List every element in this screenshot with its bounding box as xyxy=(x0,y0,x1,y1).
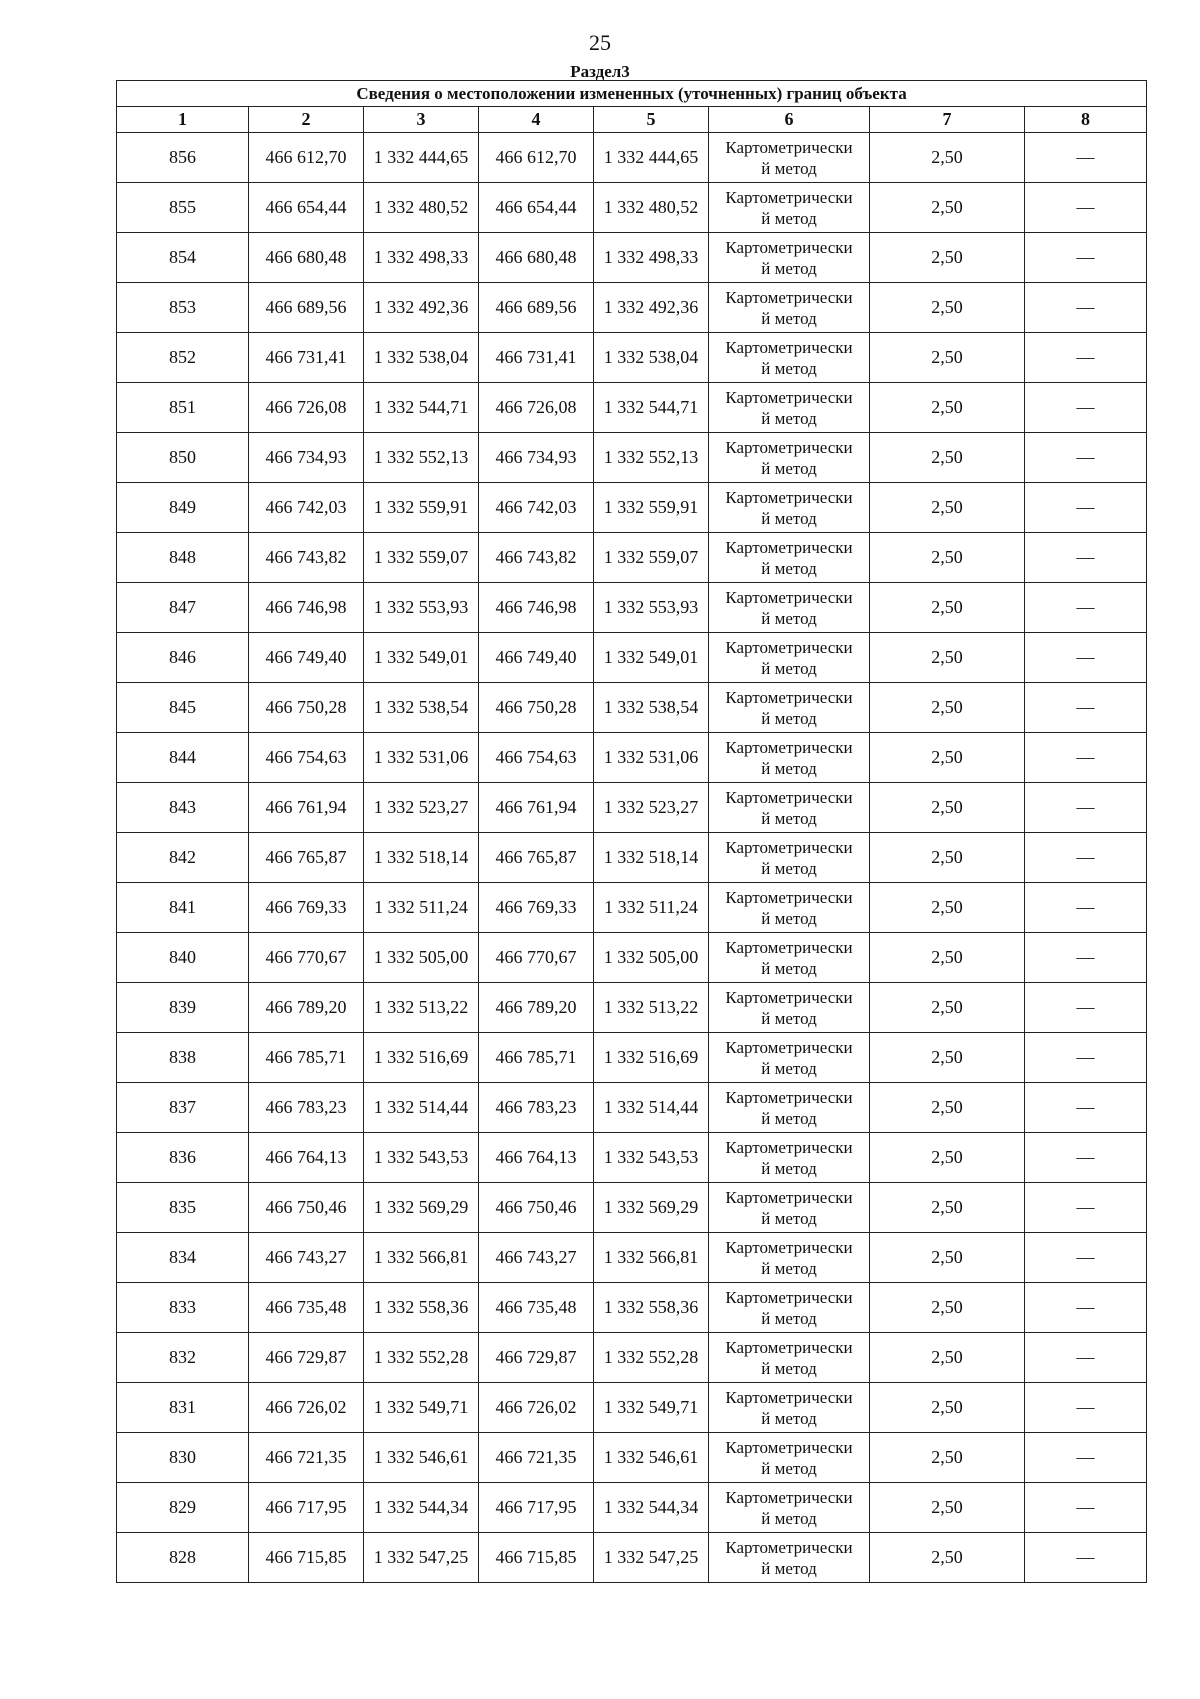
table-row xyxy=(117,933,1147,983)
method-cell: Картометрически й метод xyxy=(709,983,870,1033)
x-new-cell: 466 715,85 xyxy=(479,1533,594,1583)
accuracy-cell: 2,50 xyxy=(870,383,1025,433)
table-caption: Сведения о местоположении измененных (уточненных) границ объекта xyxy=(117,81,1147,107)
y-new-cell: 1 332 538,54 xyxy=(594,683,709,733)
method-cell: Картометрически й метод xyxy=(709,583,870,633)
table-row xyxy=(117,1433,1147,1483)
x-existing-cell: 466 612,70 xyxy=(249,133,364,183)
point-number-cell: 828 xyxy=(117,1533,249,1583)
y-new-cell: 1 332 498,33 xyxy=(594,233,709,283)
accuracy-cell: 2,50 xyxy=(870,1383,1025,1433)
y-existing-cell: 1 332 544,34 xyxy=(364,1483,479,1533)
y-existing-cell: 1 332 552,13 xyxy=(364,433,479,483)
x-new-cell: 466 770,67 xyxy=(479,933,594,983)
point-number-cell: 851 xyxy=(117,383,249,433)
page-number: 25 xyxy=(589,30,611,55)
accuracy-cell: 2,50 xyxy=(870,883,1025,933)
y-new-cell: 1 332 544,34 xyxy=(594,1483,709,1533)
table-row xyxy=(117,133,1147,183)
y-new-cell: 1 332 559,91 xyxy=(594,483,709,533)
accuracy-cell: 2,50 xyxy=(870,533,1025,583)
description-cell: — xyxy=(1025,1083,1147,1133)
y-existing-cell: 1 332 523,27 xyxy=(364,783,479,833)
x-new-cell: 466 785,71 xyxy=(479,1033,594,1083)
table-row xyxy=(117,483,1147,533)
point-number-cell: 840 xyxy=(117,933,249,983)
accuracy-cell: 2,50 xyxy=(870,233,1025,283)
y-new-cell: 1 332 543,53 xyxy=(594,1133,709,1183)
description-cell: — xyxy=(1025,1383,1147,1433)
point-number-cell: 856 xyxy=(117,133,249,183)
accuracy-cell: 2,50 xyxy=(870,1233,1025,1283)
y-existing-cell: 1 332 547,25 xyxy=(364,1533,479,1583)
column-header: 6 xyxy=(709,107,870,133)
description-cell: — xyxy=(1025,383,1147,433)
description-cell: — xyxy=(1025,683,1147,733)
y-existing-cell: 1 332 559,07 xyxy=(364,533,479,583)
y-new-cell: 1 332 547,25 xyxy=(594,1533,709,1583)
table-row xyxy=(117,633,1147,683)
point-number-cell: 831 xyxy=(117,1383,249,1433)
y-new-cell: 1 332 546,61 xyxy=(594,1433,709,1483)
x-new-cell: 466 761,94 xyxy=(479,783,594,833)
x-existing-cell: 466 734,93 xyxy=(249,433,364,483)
y-new-cell: 1 332 538,04 xyxy=(594,333,709,383)
table-row xyxy=(117,1533,1147,1583)
x-new-cell: 466 735,48 xyxy=(479,1283,594,1333)
table-row xyxy=(117,683,1147,733)
table-row xyxy=(117,383,1147,433)
coordinates-table xyxy=(116,80,1147,1583)
table-row xyxy=(117,883,1147,933)
point-number-cell: 839 xyxy=(117,983,249,1033)
table-row xyxy=(117,233,1147,283)
x-new-cell: 466 746,98 xyxy=(479,583,594,633)
y-existing-cell: 1 332 498,33 xyxy=(364,233,479,283)
description-cell: — xyxy=(1025,1333,1147,1383)
x-new-cell: 466 749,40 xyxy=(479,633,594,683)
method-cell: Картометрически й метод xyxy=(709,1033,870,1083)
x-new-cell: 466 764,13 xyxy=(479,1133,594,1183)
y-existing-cell: 1 332 514,44 xyxy=(364,1083,479,1133)
y-existing-cell: 1 332 531,06 xyxy=(364,733,479,783)
description-cell: — xyxy=(1025,483,1147,533)
column-header: 3 xyxy=(364,107,479,133)
x-existing-cell: 466 750,46 xyxy=(249,1183,364,1233)
point-number-cell: 843 xyxy=(117,783,249,833)
y-existing-cell: 1 332 546,61 xyxy=(364,1433,479,1483)
table-row xyxy=(117,983,1147,1033)
description-cell: — xyxy=(1025,183,1147,233)
method-cell: Картометрически й метод xyxy=(709,433,870,483)
column-header: 2 xyxy=(249,107,364,133)
table-row xyxy=(117,1233,1147,1283)
method-cell: Картометрически й метод xyxy=(709,883,870,933)
table-row xyxy=(117,583,1147,633)
table-header-row xyxy=(117,107,1147,133)
column-header: 8 xyxy=(1025,107,1147,133)
y-existing-cell: 1 332 566,81 xyxy=(364,1233,479,1283)
y-new-cell: 1 332 511,24 xyxy=(594,883,709,933)
x-new-cell: 466 726,02 xyxy=(479,1383,594,1433)
description-cell: — xyxy=(1025,233,1147,283)
accuracy-cell: 2,50 xyxy=(870,933,1025,983)
x-existing-cell: 466 726,02 xyxy=(249,1383,364,1433)
method-cell: Картометрически й метод xyxy=(709,933,870,983)
description-cell: — xyxy=(1025,1133,1147,1183)
method-cell: Картометрически й метод xyxy=(709,1433,870,1483)
x-new-cell: 466 612,70 xyxy=(479,133,594,183)
x-new-cell: 466 750,46 xyxy=(479,1183,594,1233)
method-cell: Картометрически й метод xyxy=(709,133,870,183)
accuracy-cell: 2,50 xyxy=(870,283,1025,333)
y-existing-cell: 1 332 516,69 xyxy=(364,1033,479,1083)
table-row xyxy=(117,333,1147,383)
point-number-cell: 829 xyxy=(117,1483,249,1533)
method-cell: Картометрически й метод xyxy=(709,333,870,383)
y-existing-cell: 1 332 480,52 xyxy=(364,183,479,233)
method-cell: Картометрически й метод xyxy=(709,1283,870,1333)
table-row xyxy=(117,833,1147,883)
method-cell: Картометрически й метод xyxy=(709,1233,870,1283)
x-new-cell: 466 734,93 xyxy=(479,433,594,483)
method-cell: Картометрически й метод xyxy=(709,283,870,333)
description-cell: — xyxy=(1025,733,1147,783)
accuracy-cell: 2,50 xyxy=(870,1083,1025,1133)
x-new-cell: 466 783,23 xyxy=(479,1083,594,1133)
y-new-cell: 1 332 492,36 xyxy=(594,283,709,333)
description-cell: — xyxy=(1025,333,1147,383)
y-existing-cell: 1 332 513,22 xyxy=(364,983,479,1033)
accuracy-cell: 2,50 xyxy=(870,1483,1025,1533)
table-row xyxy=(117,733,1147,783)
x-new-cell: 466 789,20 xyxy=(479,983,594,1033)
x-new-cell: 466 742,03 xyxy=(479,483,594,533)
point-number-cell: 846 xyxy=(117,633,249,683)
method-cell: Картометрически й метод xyxy=(709,733,870,783)
y-existing-cell: 1 332 553,93 xyxy=(364,583,479,633)
description-cell: — xyxy=(1025,933,1147,983)
y-new-cell: 1 332 549,71 xyxy=(594,1383,709,1433)
point-number-cell: 855 xyxy=(117,183,249,233)
column-header: 4 xyxy=(479,107,594,133)
x-new-cell: 466 765,87 xyxy=(479,833,594,883)
point-number-cell: 847 xyxy=(117,583,249,633)
x-new-cell: 466 743,27 xyxy=(479,1233,594,1283)
table-row xyxy=(117,1383,1147,1433)
y-existing-cell: 1 332 569,29 xyxy=(364,1183,479,1233)
method-cell: Картометрически й метод xyxy=(709,1133,870,1183)
accuracy-cell: 2,50 xyxy=(870,433,1025,483)
y-existing-cell: 1 332 544,71 xyxy=(364,383,479,433)
x-existing-cell: 466 726,08 xyxy=(249,383,364,433)
method-cell: Картометрически й метод xyxy=(709,783,870,833)
y-existing-cell: 1 332 558,36 xyxy=(364,1283,479,1333)
accuracy-cell: 2,50 xyxy=(870,1533,1025,1583)
x-existing-cell: 466 749,40 xyxy=(249,633,364,683)
y-new-cell: 1 332 531,06 xyxy=(594,733,709,783)
table-row xyxy=(117,1083,1147,1133)
point-number-cell: 834 xyxy=(117,1233,249,1283)
point-number-cell: 836 xyxy=(117,1133,249,1183)
x-existing-cell: 466 721,35 xyxy=(249,1433,364,1483)
table-row xyxy=(117,433,1147,483)
x-existing-cell: 466 715,85 xyxy=(249,1533,364,1583)
y-existing-cell: 1 332 511,24 xyxy=(364,883,479,933)
y-new-cell: 1 332 566,81 xyxy=(594,1233,709,1283)
method-cell: Картометрически й метод xyxy=(709,1383,870,1433)
description-cell: — xyxy=(1025,983,1147,1033)
point-number-cell: 838 xyxy=(117,1033,249,1083)
point-number-cell: 833 xyxy=(117,1283,249,1333)
description-cell: — xyxy=(1025,1033,1147,1083)
point-number-cell: 850 xyxy=(117,433,249,483)
accuracy-cell: 2,50 xyxy=(870,333,1025,383)
table-row xyxy=(117,1183,1147,1233)
point-number-cell: 848 xyxy=(117,533,249,583)
x-new-cell: 466 743,82 xyxy=(479,533,594,583)
description-cell: — xyxy=(1025,833,1147,883)
y-new-cell: 1 332 544,71 xyxy=(594,383,709,433)
description-cell: — xyxy=(1025,1233,1147,1283)
accuracy-cell: 2,50 xyxy=(870,483,1025,533)
x-new-cell: 466 689,56 xyxy=(479,283,594,333)
method-cell: Картометрически й метод xyxy=(709,633,870,683)
accuracy-cell: 2,50 xyxy=(870,833,1025,883)
x-existing-cell: 466 746,98 xyxy=(249,583,364,633)
y-new-cell: 1 332 518,14 xyxy=(594,833,709,883)
method-cell: Картометрически й метод xyxy=(709,533,870,583)
column-header: 7 xyxy=(870,107,1025,133)
method-cell: Картометрически й метод xyxy=(709,233,870,283)
point-number-cell: 837 xyxy=(117,1083,249,1133)
y-new-cell: 1 332 505,00 xyxy=(594,933,709,983)
description-cell: — xyxy=(1025,633,1147,683)
point-number-cell: 832 xyxy=(117,1333,249,1383)
method-cell: Картометрически й метод xyxy=(709,483,870,533)
y-new-cell: 1 332 516,69 xyxy=(594,1033,709,1083)
x-existing-cell: 466 729,87 xyxy=(249,1333,364,1383)
accuracy-cell: 2,50 xyxy=(870,1183,1025,1233)
point-number-cell: 844 xyxy=(117,733,249,783)
accuracy-cell: 2,50 xyxy=(870,1283,1025,1333)
accuracy-cell: 2,50 xyxy=(870,633,1025,683)
accuracy-cell: 2,50 xyxy=(870,783,1025,833)
x-existing-cell: 466 735,48 xyxy=(249,1283,364,1333)
x-existing-cell: 466 769,33 xyxy=(249,883,364,933)
point-number-cell: 854 xyxy=(117,233,249,283)
accuracy-cell: 2,50 xyxy=(870,133,1025,183)
column-header: 1 xyxy=(117,107,249,133)
x-existing-cell: 466 680,48 xyxy=(249,233,364,283)
y-new-cell: 1 332 552,13 xyxy=(594,433,709,483)
accuracy-cell: 2,50 xyxy=(870,1133,1025,1183)
method-cell: Картометрически й метод xyxy=(709,1083,870,1133)
x-new-cell: 466 680,48 xyxy=(479,233,594,283)
table-row xyxy=(117,1133,1147,1183)
accuracy-cell: 2,50 xyxy=(870,683,1025,733)
method-cell: Картометрически й метод xyxy=(709,1333,870,1383)
point-number-cell: 835 xyxy=(117,1183,249,1233)
method-cell: Картометрически й метод xyxy=(709,183,870,233)
description-cell: — xyxy=(1025,283,1147,333)
method-cell: Картометрически й метод xyxy=(709,1183,870,1233)
description-cell: — xyxy=(1025,133,1147,183)
description-cell: — xyxy=(1025,433,1147,483)
y-existing-cell: 1 332 444,65 xyxy=(364,133,479,183)
accuracy-cell: 2,50 xyxy=(870,1433,1025,1483)
x-existing-cell: 466 789,20 xyxy=(249,983,364,1033)
x-new-cell: 466 654,44 xyxy=(479,183,594,233)
x-new-cell: 466 729,87 xyxy=(479,1333,594,1383)
table-row xyxy=(117,183,1147,233)
description-cell: — xyxy=(1025,583,1147,633)
table-row xyxy=(117,1283,1147,1333)
x-existing-cell: 466 689,56 xyxy=(249,283,364,333)
y-new-cell: 1 332 549,01 xyxy=(594,633,709,683)
point-number-cell: 830 xyxy=(117,1433,249,1483)
y-new-cell: 1 332 444,65 xyxy=(594,133,709,183)
method-cell: Картометрически й метод xyxy=(709,833,870,883)
x-existing-cell: 466 764,13 xyxy=(249,1133,364,1183)
y-existing-cell: 1 332 559,91 xyxy=(364,483,479,533)
x-existing-cell: 466 770,67 xyxy=(249,933,364,983)
table-row xyxy=(117,283,1147,333)
y-new-cell: 1 332 552,28 xyxy=(594,1333,709,1383)
y-existing-cell: 1 332 505,00 xyxy=(364,933,479,983)
description-cell: — xyxy=(1025,883,1147,933)
x-existing-cell: 466 765,87 xyxy=(249,833,364,883)
accuracy-cell: 2,50 xyxy=(870,983,1025,1033)
x-existing-cell: 466 742,03 xyxy=(249,483,364,533)
y-existing-cell: 1 332 538,04 xyxy=(364,333,479,383)
y-existing-cell: 1 332 492,36 xyxy=(364,283,479,333)
x-existing-cell: 466 717,95 xyxy=(249,1483,364,1533)
table-row xyxy=(117,1033,1147,1083)
x-existing-cell: 466 783,23 xyxy=(249,1083,364,1133)
x-existing-cell: 466 785,71 xyxy=(249,1033,364,1083)
point-number-cell: 849 xyxy=(117,483,249,533)
accuracy-cell: 2,50 xyxy=(870,583,1025,633)
x-existing-cell: 466 654,44 xyxy=(249,183,364,233)
description-cell: — xyxy=(1025,1483,1147,1533)
y-new-cell: 1 332 514,44 xyxy=(594,1083,709,1133)
method-cell: Картометрически й метод xyxy=(709,1483,870,1533)
table-body xyxy=(117,133,1147,1583)
accuracy-cell: 2,50 xyxy=(870,1333,1025,1383)
x-existing-cell: 466 750,28 xyxy=(249,683,364,733)
y-new-cell: 1 332 569,29 xyxy=(594,1183,709,1233)
description-cell: — xyxy=(1025,783,1147,833)
description-cell: — xyxy=(1025,1283,1147,1333)
x-existing-cell: 466 761,94 xyxy=(249,783,364,833)
description-cell: — xyxy=(1025,1433,1147,1483)
y-new-cell: 1 332 513,22 xyxy=(594,983,709,1033)
y-new-cell: 1 332 559,07 xyxy=(594,533,709,583)
table-row xyxy=(117,1483,1147,1533)
description-cell: — xyxy=(1025,1183,1147,1233)
x-existing-cell: 466 754,63 xyxy=(249,733,364,783)
y-new-cell: 1 332 523,27 xyxy=(594,783,709,833)
y-existing-cell: 1 332 543,53 xyxy=(364,1133,479,1183)
y-new-cell: 1 332 558,36 xyxy=(594,1283,709,1333)
x-existing-cell: 466 743,27 xyxy=(249,1233,364,1283)
accuracy-cell: 2,50 xyxy=(870,183,1025,233)
y-existing-cell: 1 332 549,01 xyxy=(364,633,479,683)
table-row xyxy=(117,1333,1147,1383)
point-number-cell: 841 xyxy=(117,883,249,933)
table-row xyxy=(117,783,1147,833)
description-cell: — xyxy=(1025,533,1147,583)
x-new-cell: 466 754,63 xyxy=(479,733,594,783)
y-existing-cell: 1 332 549,71 xyxy=(364,1383,479,1433)
column-header: 5 xyxy=(594,107,709,133)
description-cell: — xyxy=(1025,1533,1147,1583)
x-new-cell: 466 731,41 xyxy=(479,333,594,383)
section-label: Раздел3 xyxy=(570,62,630,81)
accuracy-cell: 2,50 xyxy=(870,733,1025,783)
x-new-cell: 466 726,08 xyxy=(479,383,594,433)
point-number-cell: 845 xyxy=(117,683,249,733)
method-cell: Картометрически й метод xyxy=(709,383,870,433)
y-existing-cell: 1 332 552,28 xyxy=(364,1333,479,1383)
point-number-cell: 853 xyxy=(117,283,249,333)
method-cell: Картометрически й метод xyxy=(709,683,870,733)
table-row xyxy=(117,533,1147,583)
table-caption-row xyxy=(117,81,1147,107)
point-number-cell: 842 xyxy=(117,833,249,883)
y-new-cell: 1 332 553,93 xyxy=(594,583,709,633)
y-new-cell: 1 332 480,52 xyxy=(594,183,709,233)
x-new-cell: 466 717,95 xyxy=(479,1483,594,1533)
y-existing-cell: 1 332 518,14 xyxy=(364,833,479,883)
x-new-cell: 466 721,35 xyxy=(479,1433,594,1483)
x-new-cell: 466 750,28 xyxy=(479,683,594,733)
accuracy-cell: 2,50 xyxy=(870,1033,1025,1083)
x-existing-cell: 466 743,82 xyxy=(249,533,364,583)
method-cell: Картометрически й метод xyxy=(709,1533,870,1583)
x-new-cell: 466 769,33 xyxy=(479,883,594,933)
y-existing-cell: 1 332 538,54 xyxy=(364,683,479,733)
point-number-cell: 852 xyxy=(117,333,249,383)
x-existing-cell: 466 731,41 xyxy=(249,333,364,383)
